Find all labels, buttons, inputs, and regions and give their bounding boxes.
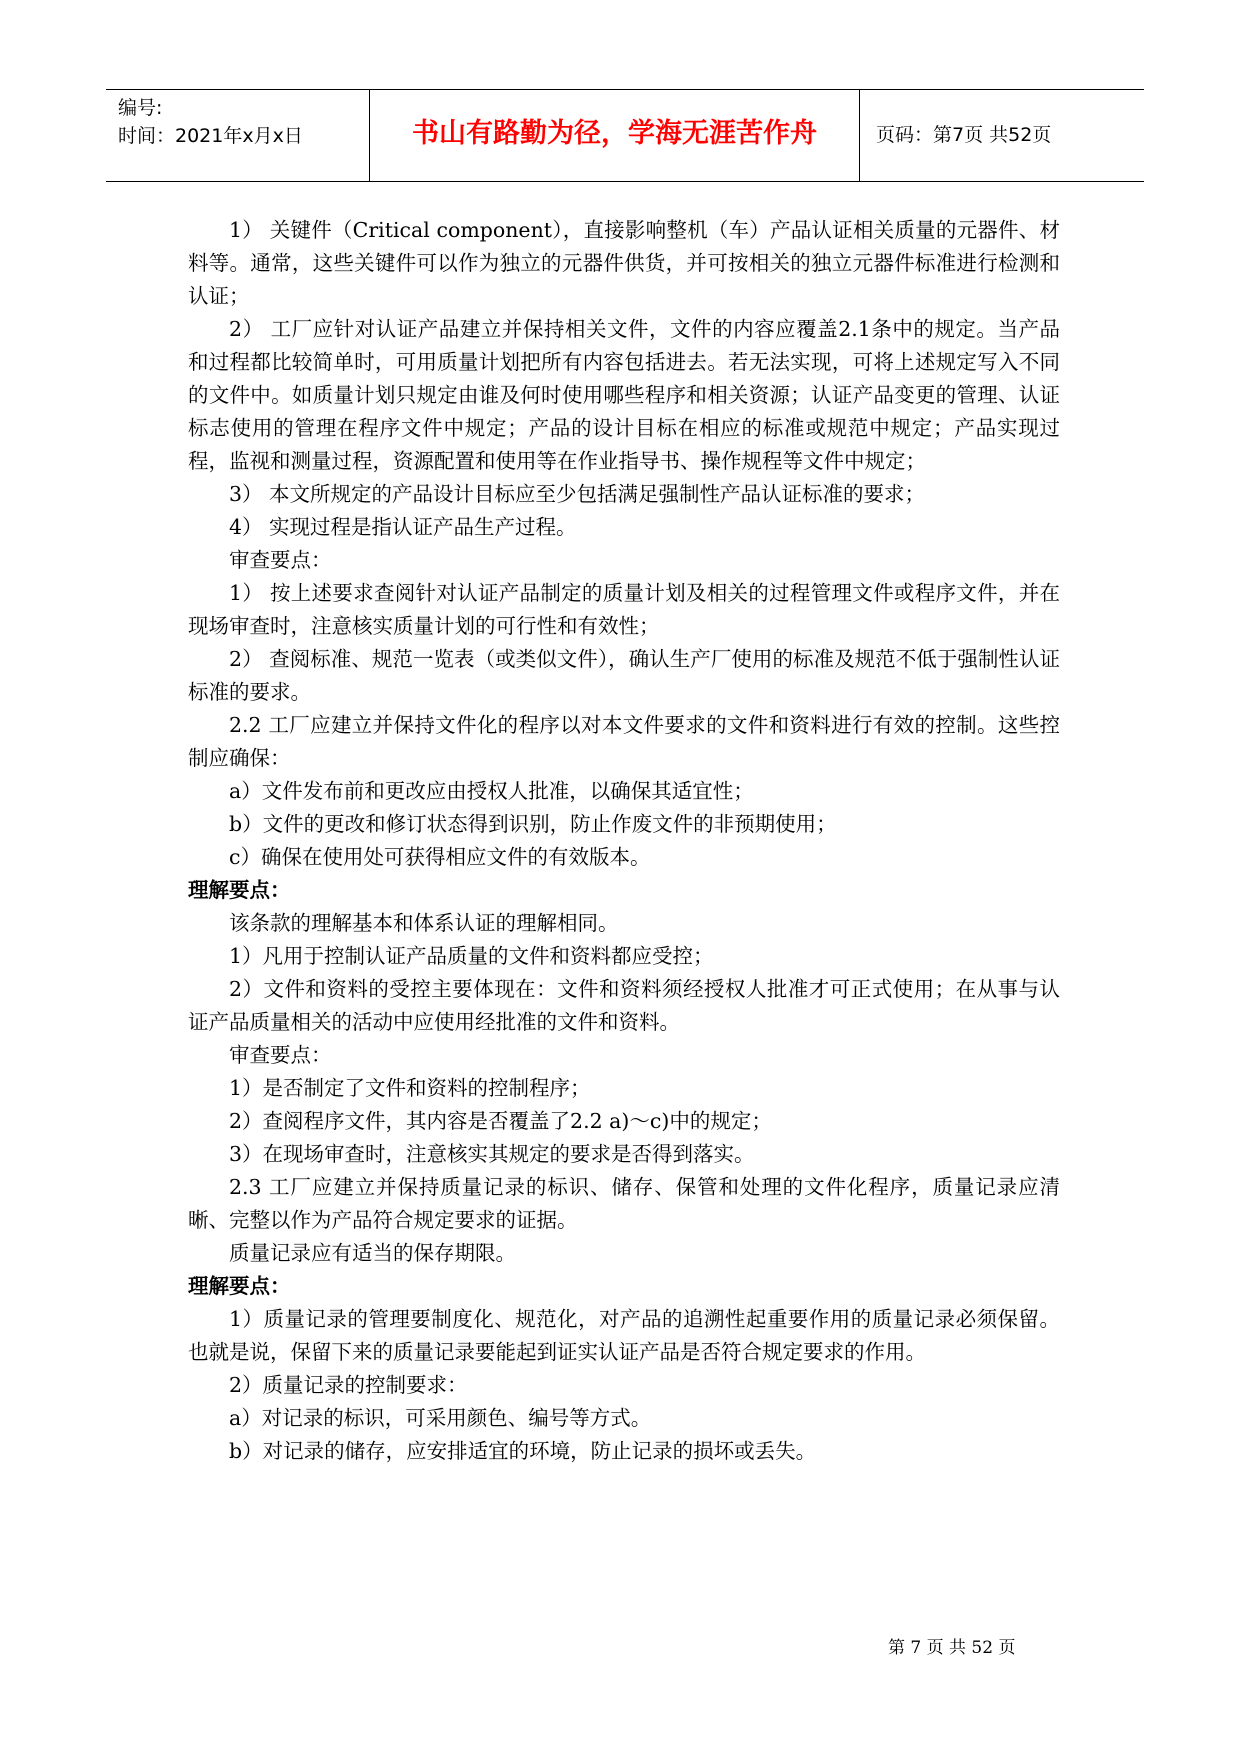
- body-paragraph: 2）文件和资料的受控主要体现在：文件和资料须经授权人批准才可正式使用；在从事与认证产品质量相关的活动中应使用经批准的文件和资料。: [188, 977, 1060, 1034]
- body-paragraph: 审查要点：: [229, 548, 332, 572]
- body-paragraph: 质量记录应有适当的保存期限。: [229, 1241, 516, 1265]
- document-body: [188, 214, 1060, 1468]
- body-paragraph: 1）质量记录的管理要制度化、规范化，对产品的追溯性起重要作用的质量记录必须保留。也就是说，保留下来的质量记录要能起到证实认证产品是否符合规定要求的作用。: [188, 1307, 1060, 1364]
- body-paragraph: 2） 查阅标准、规范一览表（或类似文件），确认生产厂使用的标准及规范不低于强制性认证标准的要求。: [188, 647, 1060, 704]
- header-motto: 书山有路勤为径，学海无涯苦作舟: [412, 118, 817, 149]
- body-paragraph: b）对记录的储存，应安排适宜的环境，防止记录的损坏或丢失。: [229, 1439, 817, 1463]
- body-paragraph: c）确保在使用处可获得相应文件的有效版本。: [229, 845, 651, 869]
- body-paragraph: 2）质量记录的控制要求：: [229, 1373, 468, 1397]
- document-time-label: 时间：2021年x月x日: [118, 125, 303, 147]
- body-paragraph: 2.2 工厂应建立并保持文件化的程序以对本文件要求的文件和资料进行有效的控制。这些控制应确保：: [188, 713, 1060, 770]
- body-paragraph: 2）查阅程序文件，其内容是否覆盖了2.2 a)～c)中的规定；: [229, 1109, 772, 1133]
- body-paragraph: 该条款的理解基本和体系认证的理解相同。: [229, 911, 619, 935]
- page-footer: 第 7 页 共 52 页: [888, 1638, 1016, 1658]
- body-paragraph: a）对记录的标识，可采用颜色、编号等方式。: [229, 1406, 652, 1430]
- document-number-label: 编号:: [118, 97, 163, 119]
- body-paragraph: 审查要点：: [229, 1043, 332, 1067]
- header-divider-right: [859, 90, 860, 181]
- section-heading: 理解要点：: [188, 878, 291, 902]
- body-paragraph: b）文件的更改和修订状态得到识别，防止作废文件的非预期使用；: [229, 812, 837, 836]
- header-page-number: 页码：第7页 共52页: [876, 124, 1052, 146]
- body-paragraph: 2.3 工厂应建立并保持质量记录的标识、储存、保管和处理的文件化程序，质量记录应清晰、完整以作为产品符合规定要求的证据。: [188, 1175, 1060, 1232]
- body-paragraph: 4） 实现过程是指认证产品生产过程。: [229, 515, 577, 539]
- body-paragraph: 1）凡用于控制认证产品质量的文件和资料都应受控；: [229, 944, 714, 968]
- header-left: [118, 94, 370, 150]
- body-paragraph: 3）在现场审查时，注意核实其规定的要求是否得到落实。: [229, 1142, 755, 1166]
- page-header: [106, 89, 1144, 182]
- body-paragraph: a）文件发布前和更改应由授权人批准，以确保其适宜性；: [229, 779, 754, 803]
- body-paragraph: 1）是否制定了文件和资料的控制程序；: [229, 1076, 591, 1100]
- body-paragraph: 2） 工厂应针对认证产品建立并保持相关文件，文件的内容应覆盖2.1条中的规定。当产品和过程都比较简单时，可用质量计划把所有内容包括进去。若无法实现，可将上述规定写入不同的文件中。如质量计划只规定由谁及何时使用哪些程序和相关资源；认证产品变更的管理、认证标志使用的管理在程序文件中规定；产品的设计目标在相应的标准或规范中规定；产品实现过程，监视和测量过程，资源配置和使用等在作业指导书、操作规程等文件中规定；: [188, 317, 1060, 473]
- body-paragraph: 3） 本文所规定的产品设计目标应至少包括满足强制性产品认证标准的要求；: [229, 482, 926, 506]
- section-heading: 理解要点：: [188, 1274, 291, 1298]
- body-paragraph: 1） 关键件（Critical component），直接影响整机（车）产品认证相关质量的元器件、材料等。通常，这些关键件可以作为独立的元器件供货，并可按相关的独立元器件标准进行检测和认证；: [188, 218, 1060, 308]
- body-paragraph: 1） 按上述要求查阅针对认证产品制定的质量计划及相关的过程管理文件或程序文件，并在现场审查时，注意核实质量计划的可行性和有效性；: [188, 581, 1060, 638]
